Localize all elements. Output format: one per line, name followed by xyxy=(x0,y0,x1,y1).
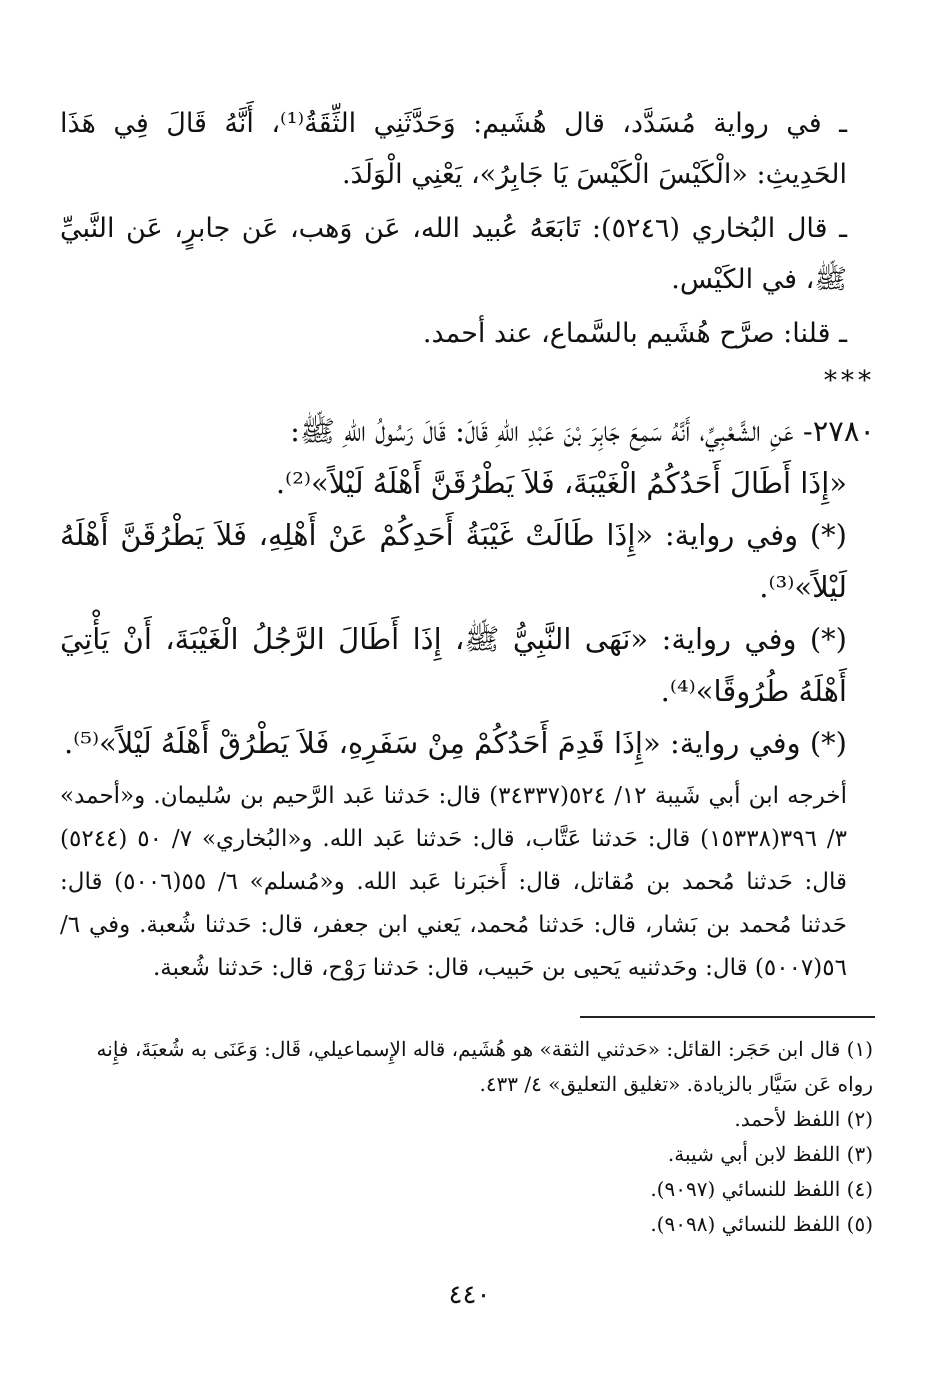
footnote-5: (٥) اللفظ للنسائي (٩٠٩٨). xyxy=(650,1212,873,1236)
riwaya-3: (*) وفي رواية: «إِذَا قَدِمَ أَحَدُكُمْ مِنْ سَفَرِهِ، فَلاَ يَطْرُقْ أَهْلَهُ لَيْلاً»⁽⁵⁾. xyxy=(63,726,847,760)
footnote-3: (٣) اللفظ لابن أبي شيبة. xyxy=(667,1142,873,1166)
footnote-2: (٢) اللفظ لأحمد. xyxy=(734,1107,873,1131)
hadith-heading: ٢٧٨٠- عَنِ الشَّعْبِيِّ، أَنَّهُ سَمِعَ جَابِرَ بْنَ عَبْدِ اللهِ قَالَ: قَالَ رَسُولُ اللهِ ﷺ: xyxy=(290,414,875,448)
bukhari-note: ـ قال البُخاري (٥٢٤٦): تَابَعَهُ عُبيد الله، عَن وَهب، عَن جابرٍ، عَن النَّبيِّ ﷺ، في الكَيْس. xyxy=(60,213,847,295)
footnote-4: (٤) اللفظ للنسائي (٩٠٩٧). xyxy=(650,1177,873,1201)
hadith-text: «إِذَا أَطَالَ أَحَدُكُمُ الْغَيْبَةَ، فَلاَ يَطْرُقَنَّ أَهْلَهُ لَيْلاً»⁽²⁾. xyxy=(275,466,847,500)
footnote-1: (١) قال ابن حَجَر: القائل: «حَدثني الثقة» هو هُشَيم، قاله الإِسماعيلي، قَال: وَعَنَى به شُعبَةَ، فإِنه رواه عَن سَيَّار بالزيادة. «تغليق التعليق» ٤/ ٤٣٣. xyxy=(96,1037,873,1096)
takhrij-paragraph: أخرجه ابن أبي شَيبة ١٢/ ٥٢٤(٣٤٣٣٧) قال: حَدثنا عَبد الرَّحيم بن سُليمان. و«أحمد» ٣/ ٣٩٦(١٥٣٣٨) قال: حَدثنا عَتَّاب، قال: حَدثنا عَبد الله. و«البُخاري» ٧/ ٥٠ (٥٢٤٤) قال: حَدثنا مُحمد بن مُقاتل، قال: أَخبَرنا عَبد الله. و«مُسلم» ٦/ ٥٥(٥٠٠٦) قال: حَدثنا مُحمد بن بَشار، قال: حَدثنا مُحمد، يَعني ابن جعفر، قال: حَدثنا شُعبة. وفي ٦/ ٥٦(٥٠٠٧) قال: وحَدثنيه يَحيى بن حَبيب، قال: حَدثنا رَوْح، قال: حَدثنا شُعبة. xyxy=(60,783,848,981)
main-text xyxy=(60,98,875,769)
musaddad-note: ـ في رواية مُسَدَّد، قال هُشَيم: وَحَدَّثَنِي الثِّقَةُ⁽¹⁾، أَنَّهُ قَالَ فِي هَذَا الحَدِيثِ: «الْكَيْسَ الْكَيْسَ يَا جَابِرُ»، يَعْنِي الْوَلَدَ. xyxy=(60,108,847,190)
sama-note: ـ قلنا: صرَّح هُشَيم بالسَّماع، عند أحمد. xyxy=(422,318,847,349)
riwaya-2: (*) وفي رواية: «نَهَى النَّبِيُّ ﷺ، إِذَا أَطَالَ الرَّجُلُ الْغَيْبَةَ، أَنْ يَأْتِيَ أَهْلَهُ طُرُوقًا»⁽⁴⁾. xyxy=(60,622,847,708)
page-number: ٤٤٠ xyxy=(448,1280,491,1310)
footnotes xyxy=(60,1032,875,1242)
section-separator: *** xyxy=(824,366,875,396)
footnote-divider xyxy=(580,1016,875,1018)
riwaya-1: (*) وفي رواية: «إِذَا طَالَتْ غَيْبَةُ أَحَدِكُمْ عَنْ أَهْلِهِ، فَلاَ يَطْرُقَنَّ أَهْلَهُ لَيْلاً»⁽³⁾. xyxy=(60,518,847,604)
page-body xyxy=(60,98,875,1242)
